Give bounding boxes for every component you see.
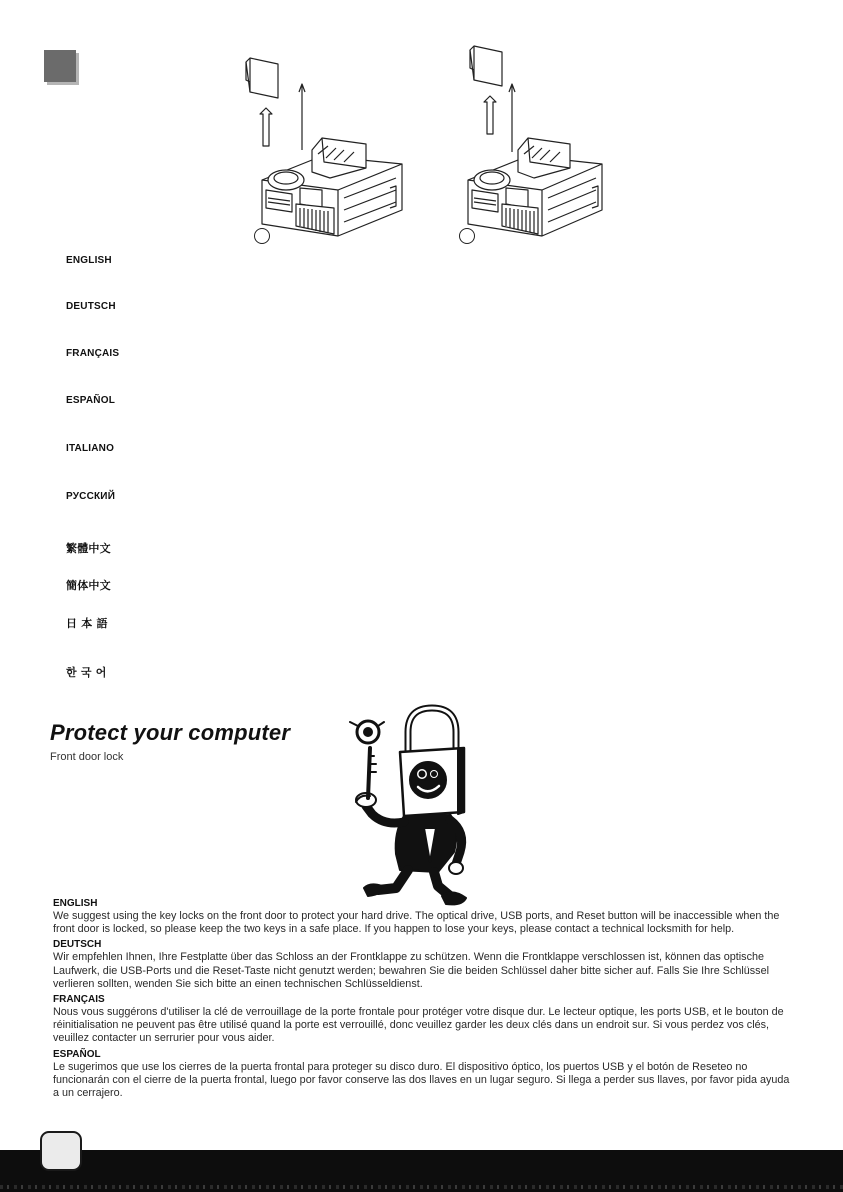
lock-instructions — [53, 897, 793, 1102]
section-subtitle: Front door lock — [50, 751, 124, 763]
lang-label-deutsch: DEUTSCH — [66, 301, 116, 312]
lang-label-russian: РУССКИЙ — [66, 491, 116, 502]
lang-label-italiano: ITALIANO — [66, 443, 115, 454]
lock-instruction-deutsch — [53, 938, 793, 991]
step-circle-1 — [254, 228, 270, 244]
footer-stripe — [0, 1185, 843, 1189]
lang-heading: FRANÇAIS — [53, 994, 105, 1006]
lang-label-espanol: ESPAÑOL — [66, 395, 115, 406]
case-figure-step-1 — [240, 40, 410, 240]
lang-label-english: ENGLISH — [66, 255, 112, 266]
lang-paragraph: Nous vous suggérons d'utiliser la clé de verrouillage de la porte frontale pour protéger votre disque dur. Le lecteur optique, les ports USB, et le bouton de réinitialisation ne peuvent pas être utilisé quand la porte est verrouillé, donc veuillez garder les deux clés dans un endroit sur. Si vous perdez vos clés, veuillez contacter un serrurier pour vous aider. — [53, 1006, 784, 1045]
lang-paragraph: Wir empfehlen Ihnen, Ihre Festplatte über das Schloss an der Frontklappe zu schützen. Wenn die Frontklappe verschlossen ist, können das optische Laufwerk, die USB-Ports und die Reset-Taste nicht genutzt werden; bewahren Sie die beiden Schlüssel daher bitte sicher auf. Falls Sie Ihre Schlüssel verlieren sollten, wenden Sie sich bitte an einen technischen Schlüsseldienst. — [53, 951, 769, 990]
section-title: Protect your computer — [50, 720, 291, 745]
lang-label-traditional-chinese: 繁體中文 — [66, 542, 111, 555]
lang-heading: ENGLISH — [53, 898, 98, 909]
lang-label-japanese: 日 本 語 — [66, 617, 108, 630]
step-circle-2 — [459, 228, 475, 244]
lang-paragraph: We suggest using the key locks on the front door to protect your hard drive. The optical drive, USB ports, and Reset button will be inaccessible when the front door is locked, so please keep the two keys in a safe place. If you happen to lose your keys, please contact a technical locksmith for help. — [53, 910, 780, 936]
lang-label-korean: 한 국 어 — [66, 666, 107, 679]
lang-heading: DEUTSCH — [53, 939, 102, 951]
lang-label-simplified-chinese: 簡体中文 — [66, 579, 111, 592]
lang-heading: ESPAÑOL — [53, 1048, 101, 1060]
lang-label-francais: FRANÇAIS — [66, 348, 120, 359]
lock-mascot-illustration — [338, 702, 488, 907]
page-number-tab — [40, 1131, 82, 1171]
lock-instruction-francais — [53, 993, 793, 1046]
case-figure-step-2 — [462, 40, 632, 240]
lock-instruction-espanol — [53, 1048, 793, 1101]
page-marker — [44, 50, 76, 82]
footer-bar — [0, 1150, 843, 1192]
lock-instruction-english — [53, 897, 793, 936]
lang-paragraph: Le sugerimos que use los cierres de la puerta frontal para proteger su disco duro. El dispositivo óptico, los puertos USB y el botón de Reseteo no funcionarán con el cierre de la puerta frontal, luego por favor conserve las dos llaves en un lugar seguro. Si llega a perder sus llaves, por favor pida ayuda a un cerrajero. — [53, 1060, 790, 1100]
